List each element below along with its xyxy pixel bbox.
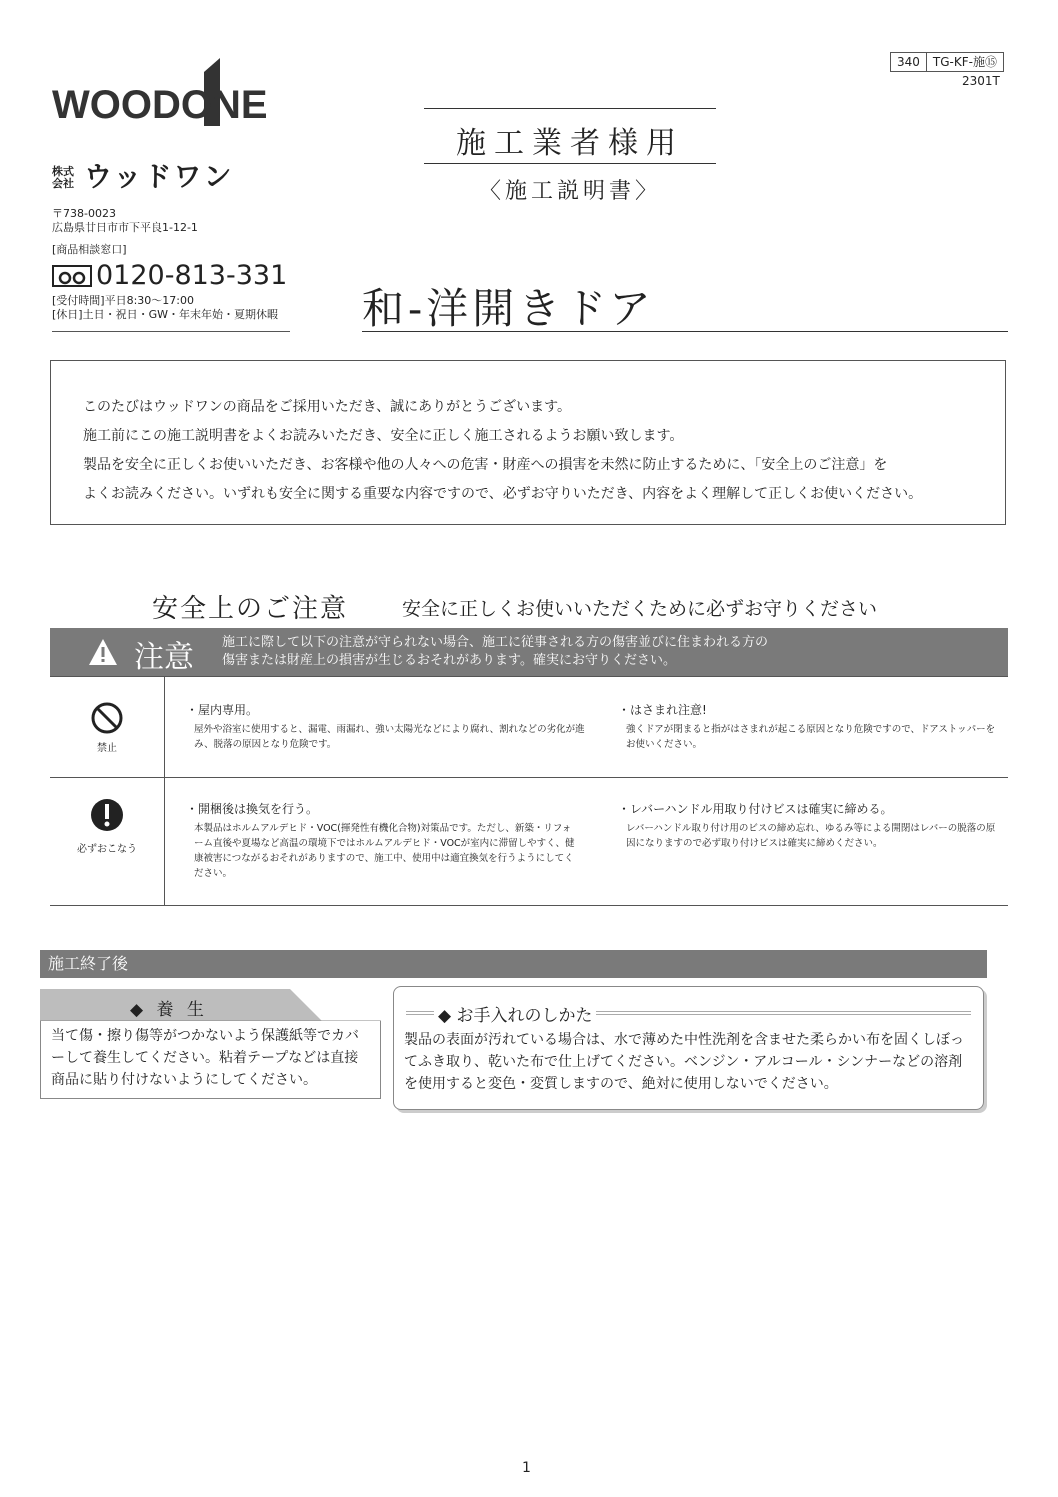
phone-text: 0120-813-331 [96,260,288,291]
caution-text [222,634,768,670]
company-name [52,155,233,195]
doc-code: TG-KF-施⑮ [926,53,1003,71]
caution-text-line: 施工に際して以下の注意が守られない場合、施工に従事される方の傷害並びに住まわれる方の [222,635,769,650]
woodone-logo [52,58,292,128]
care-title: ◆ お手入れのしかた [434,1001,596,1026]
intro-line: 施工前にこの施工説明書をよくお読みいただき、安全に正しく施工されるようお願い致します。 [83,428,684,444]
care-box [393,986,984,1110]
company-prefix: 株式会社 [52,165,74,190]
consult-label: [商品相談窓口] [52,243,127,256]
item-text: 屋外や浴室に使用すると、漏電、雨漏れ、強い太陽光などにより腐れ、割れなどの劣化が進み、脱落の原因となり危険です。 [194,724,585,750]
caution-table [50,676,1008,906]
after-construction-bar: 施工終了後 [40,950,987,978]
intro-line: このたびはウッドワンの商品をご採用いただき、誠にありがとうございます。 [83,399,572,415]
caution-item [186,701,586,752]
product-title: 和-洋開きドア [362,284,655,333]
postal-code: 〒738-0023 [52,207,116,220]
item-title: ・屋内専用。 [186,703,259,717]
caution-item [618,800,1004,851]
care-text: 製品の表面が汚れている場合は、水で薄めた中性洗剤を含ませた柔らかい布を固くしぼってふき取り、乾いた布で仕上げてください。ベンジン・アルコール・シンナーなどの溶剤を使用すると変色・変質しますので、絶対に使用しないでください。 [404,1032,964,1092]
item-text: レバーハンドル取り付け用のビスの締め忘れ、ゆるみ等による開閉はレバーの脱落の原因になりますので必ず取り付けビスは確実に締めください。 [626,823,996,849]
item-text: 本製品はホルムアルデヒド・VOC(揮発性有機化合物)対策品です。ただし、新築・リフォーム直後や夏場など高温の環境下ではホルムアルデヒド・VOCが室内に滞留しやすく、健康被害につながるおそれがありますので、施工中、使用中は適宜換気を行うようにしてください。 [194,823,575,879]
address [52,207,198,235]
safety-title: 安全上のご注意 [152,594,349,624]
table-row [50,778,1008,906]
caution-bar [50,628,1008,676]
item-text: 強くドアが閉まると指がはさまれが起こる原因となり危険ですので、ドアストッパーをお使いください。 [626,724,996,750]
caution-label: 注意 [134,640,194,675]
intro-box [50,360,1006,525]
prohibited-icon [90,701,124,735]
doc-type-title: 〈施工説明書〉 [478,179,661,204]
protection-text: 当て傷・擦り傷等がつかないよう保護紙等でカバーして養生してください。粘着テープなどは直接商品に貼り付けないようにしてください。 [40,1021,381,1099]
protection-title: ◆ 養 生 [130,1000,208,1020]
page-number: 1 [522,1460,531,1476]
protection-tab [40,989,381,1021]
hours-text: [受付時間]平日8:30～17:00 [52,294,194,307]
divider [424,108,716,109]
audience-title: 施工業者様用 [456,126,684,161]
caution-text-line: 傷害または財産上の損害が生じるおそれがあります。確実にお守りください。 [222,653,676,668]
icon-label: 禁止 [97,743,117,754]
freedial-icon [52,265,92,287]
item-title: ・開梱後は換気を行う。 [186,802,319,816]
mandatory-icon [90,798,124,832]
doc-code-box [890,52,1004,72]
table-row [50,677,1008,778]
divider [424,163,716,164]
divider [362,331,1008,332]
company-name-text: ウッドワン [84,160,234,193]
warning-icon [88,638,118,666]
intro-line: よくお読みください。いずれも安全に関する重要な内容ですので、必ずお守りいただき、内容をよく理解して正しくお使いください。 [83,486,923,502]
address-line: 広島県廿日市市下平良1-12-1 [52,221,198,234]
divider [52,331,290,332]
logo-text: WOODONE [52,83,268,127]
holidays-text: [休日]土日・祝日・GW・年末年始・夏期休暇 [52,308,278,321]
caution-item [186,800,576,881]
service-hours [52,294,278,322]
icon-cell [50,778,165,905]
item-title: ・はさまれ注意! [618,703,707,717]
intro-line: 製品を安全に正しくお使いいただき、お客様や他の人々への危害・財産への損害を未然に防止するために、「安全上のご注意」を [83,457,888,473]
icon-label: 必ずおこなう [77,844,137,855]
doc-number: 340 [897,55,920,69]
doc-revision: 2301T [962,74,1000,88]
protection-box [40,989,381,1109]
item-title: ・レバーハンドル用取り付けビスは確実に締める。 [618,802,893,816]
phone-number [52,260,287,291]
caution-item [618,701,1004,752]
icon-cell [50,677,165,777]
safety-subtitle: 安全に正しくお使いいただくために必ずお守りください [402,598,878,620]
